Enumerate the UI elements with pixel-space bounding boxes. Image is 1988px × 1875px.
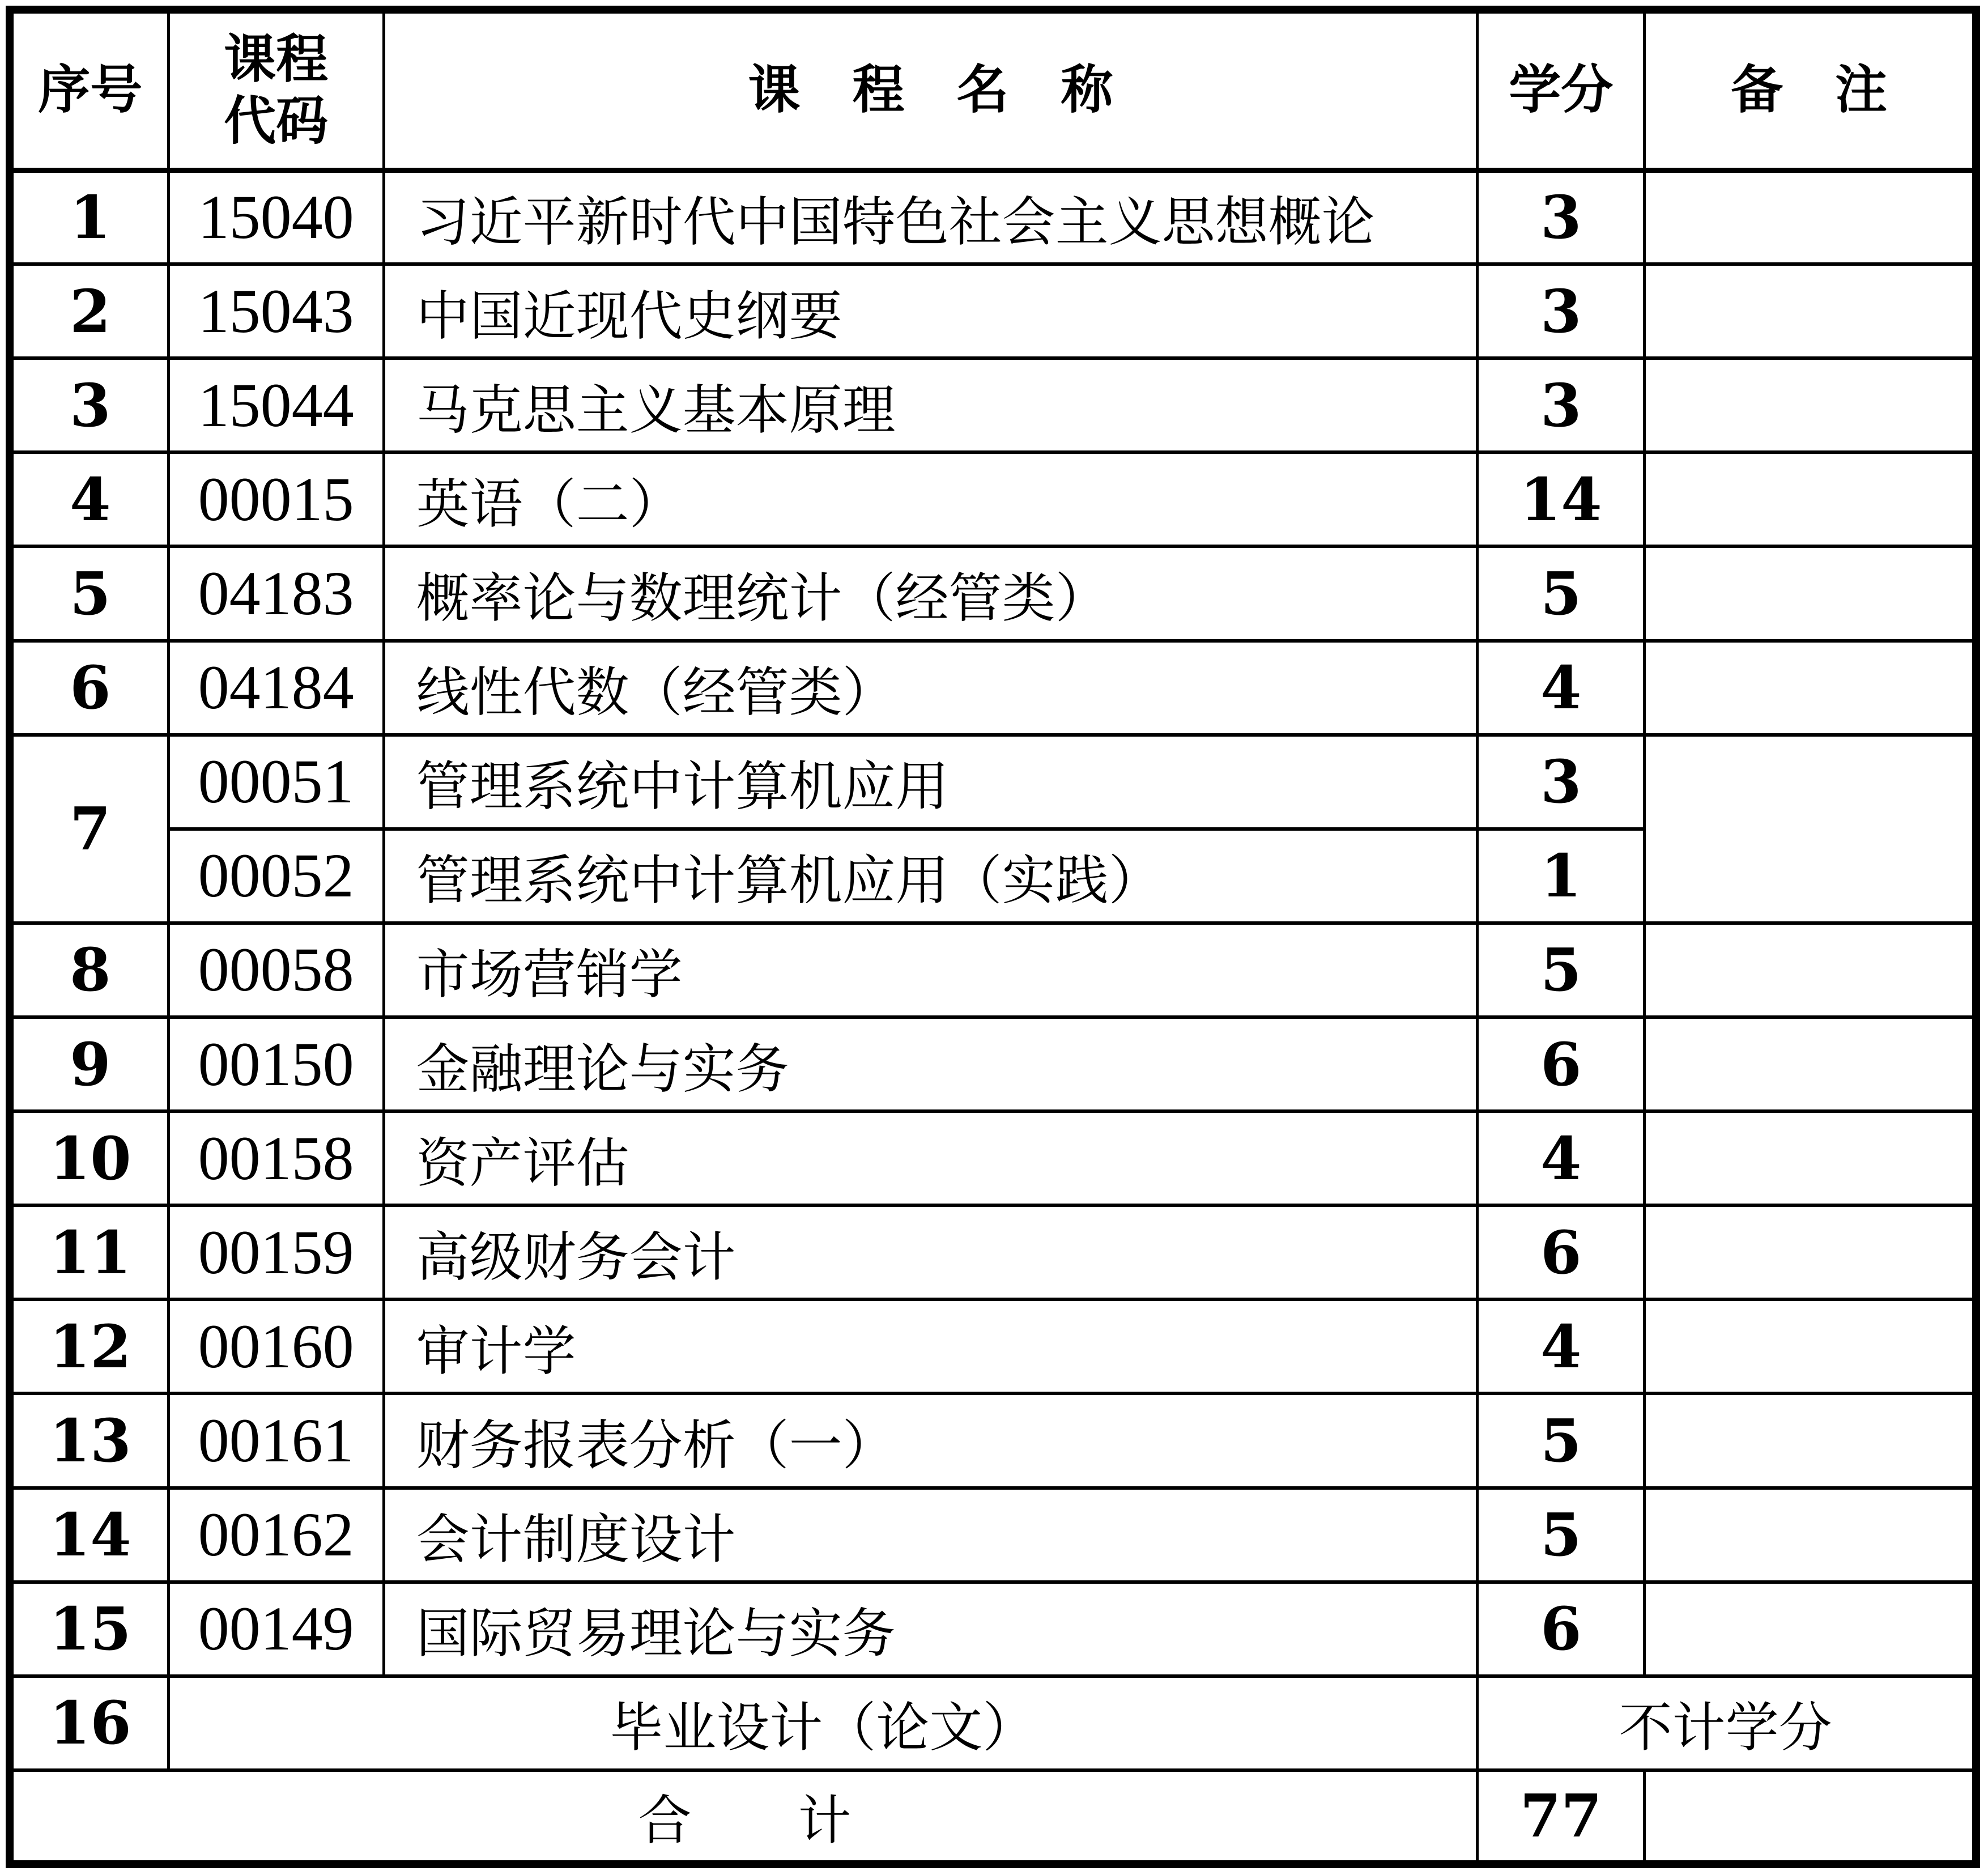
credits-cell: 3 xyxy=(1478,358,1645,452)
table-row xyxy=(10,923,1976,1017)
course-name-cell: 习近平新时代中国特色社会主义思想概论 xyxy=(384,170,1478,264)
credits-cell: 6 xyxy=(1478,1582,1645,1676)
table-row xyxy=(10,1299,1976,1393)
thesis-credits-note-cell: 不计学分 xyxy=(1478,1676,1976,1770)
credits-cell: 6 xyxy=(1478,1017,1645,1111)
total-label-cell: 合 计 xyxy=(10,1770,1478,1864)
course-name-cell: 会计制度设计 xyxy=(384,1488,1478,1582)
remarks-cell xyxy=(1645,1393,1976,1487)
total-credits-cell: 77 xyxy=(1478,1770,1645,1864)
course-code-cell: 00160 xyxy=(168,1299,384,1393)
index-cell: 12 xyxy=(10,1299,168,1393)
remarks-cell xyxy=(1645,923,1976,1017)
index-cell: 11 xyxy=(10,1205,168,1299)
course-name-cell: 高级财务会计 xyxy=(384,1205,1478,1299)
credits-cell: 3 xyxy=(1478,264,1645,358)
course-name-cell: 管理系统中计算机应用 xyxy=(384,735,1478,829)
table-row xyxy=(10,170,1976,264)
course-code-cell: 00051 xyxy=(168,735,384,829)
remarks-cell xyxy=(1645,1111,1976,1205)
remarks-cell xyxy=(1645,1582,1976,1676)
index-cell: 10 xyxy=(10,1111,168,1205)
course-name-cell: 国际贸易理论与实务 xyxy=(384,1582,1478,1676)
index-cell: 2 xyxy=(10,264,168,358)
index-cell: 3 xyxy=(10,358,168,452)
header-course-code-line2: 代码 xyxy=(224,92,329,150)
credits-cell: 5 xyxy=(1478,923,1645,1017)
index-cell: 7 xyxy=(10,735,168,923)
course-name-cell: 资产评估 xyxy=(384,1111,1478,1205)
remarks-cell xyxy=(1645,1205,1976,1299)
remarks-cell xyxy=(1645,1017,1976,1111)
header-remarks: 备 注 xyxy=(1645,10,1976,170)
index-cell: 9 xyxy=(10,1017,168,1111)
course-code-cell: 15043 xyxy=(168,264,384,358)
total-row xyxy=(10,1770,1976,1864)
course-code-cell: 00058 xyxy=(168,923,384,1017)
credits-cell: 4 xyxy=(1478,1111,1645,1205)
table-row xyxy=(10,264,1976,358)
course-name-cell: 财务报表分析（一） xyxy=(384,1393,1478,1487)
remarks-cell xyxy=(1645,1770,1976,1864)
credits-cell: 14 xyxy=(1478,452,1645,546)
table-row xyxy=(10,641,1976,735)
course-name-cell: 审计学 xyxy=(384,1299,1478,1393)
course-name-cell: 英语（二） xyxy=(384,452,1478,546)
table-row xyxy=(10,1205,1976,1299)
header-credits: 学分 xyxy=(1478,10,1645,170)
header-course-code-line1: 课程 xyxy=(224,31,329,89)
table-row xyxy=(10,1393,1976,1487)
remarks-cell xyxy=(1645,452,1976,546)
course-name-cell: 概率论与数理统计（经管类） xyxy=(384,546,1478,640)
table-row xyxy=(10,1017,1976,1111)
remarks-cell xyxy=(1645,735,1976,923)
table-row xyxy=(10,546,1976,640)
index-cell: 5 xyxy=(10,546,168,640)
remarks-cell xyxy=(1645,1299,1976,1393)
course-name-cell: 线性代数（经管类） xyxy=(384,641,1478,735)
credits-cell: 4 xyxy=(1478,1299,1645,1393)
remarks-cell xyxy=(1645,170,1976,264)
course-plan-table xyxy=(6,6,1980,1868)
credits-cell: 3 xyxy=(1478,735,1645,829)
table-row xyxy=(10,1111,1976,1205)
index-cell: 15 xyxy=(10,1582,168,1676)
table-row xyxy=(10,452,1976,546)
course-name-cell: 金融理论与实务 xyxy=(384,1017,1478,1111)
course-code-cell: 00159 xyxy=(168,1205,384,1299)
remarks-cell xyxy=(1645,264,1976,358)
table-row xyxy=(10,1582,1976,1676)
index-cell: 13 xyxy=(10,1393,168,1487)
credits-cell: 6 xyxy=(1478,1205,1645,1299)
course-name-cell: 市场营销学 xyxy=(384,923,1478,1017)
index-cell: 1 xyxy=(10,170,168,264)
credits-cell: 5 xyxy=(1478,546,1645,640)
index-cell: 14 xyxy=(10,1488,168,1582)
header-course-code xyxy=(168,10,384,170)
course-code-cell: 00158 xyxy=(168,1111,384,1205)
course-code-cell: 15040 xyxy=(168,170,384,264)
table-row xyxy=(10,735,1976,829)
course-name-cell: 中国近现代史纲要 xyxy=(384,264,1478,358)
credits-cell: 4 xyxy=(1478,641,1645,735)
remarks-cell xyxy=(1645,1488,1976,1582)
course-name-cell: 马克思主义基本原理 xyxy=(384,358,1478,452)
thesis-title-cell: 毕业设计（论文） xyxy=(168,1676,1478,1770)
credits-cell: 5 xyxy=(1478,1393,1645,1487)
credits-cell: 5 xyxy=(1478,1488,1645,1582)
course-code-cell: 00162 xyxy=(168,1488,384,1582)
course-code-cell: 00161 xyxy=(168,1393,384,1487)
course-code-cell: 04183 xyxy=(168,546,384,640)
course-plan-sheet xyxy=(6,6,1980,1868)
course-code-cell: 00015 xyxy=(168,452,384,546)
header-course-name: 课 程 名 称 xyxy=(384,10,1478,170)
thesis-row xyxy=(10,1676,1976,1770)
course-name-cell: 管理系统中计算机应用（实践） xyxy=(384,829,1478,923)
index-cell: 6 xyxy=(10,641,168,735)
course-code-cell: 00052 xyxy=(168,829,384,923)
credits-cell: 3 xyxy=(1478,170,1645,264)
course-code-cell: 04184 xyxy=(168,641,384,735)
table-row xyxy=(10,1488,1976,1582)
index-cell: 8 xyxy=(10,923,168,1017)
remarks-cell xyxy=(1645,546,1976,640)
course-code-cell: 00150 xyxy=(168,1017,384,1111)
course-code-cell: 15044 xyxy=(168,358,384,452)
index-cell: 16 xyxy=(10,1676,168,1770)
credits-cell: 1 xyxy=(1478,829,1645,923)
course-code-cell: 00149 xyxy=(168,1582,384,1676)
remarks-cell xyxy=(1645,641,1976,735)
table-row xyxy=(10,358,1976,452)
index-cell: 4 xyxy=(10,452,168,546)
header-index: 序号 xyxy=(10,10,168,170)
remarks-cell xyxy=(1645,358,1976,452)
